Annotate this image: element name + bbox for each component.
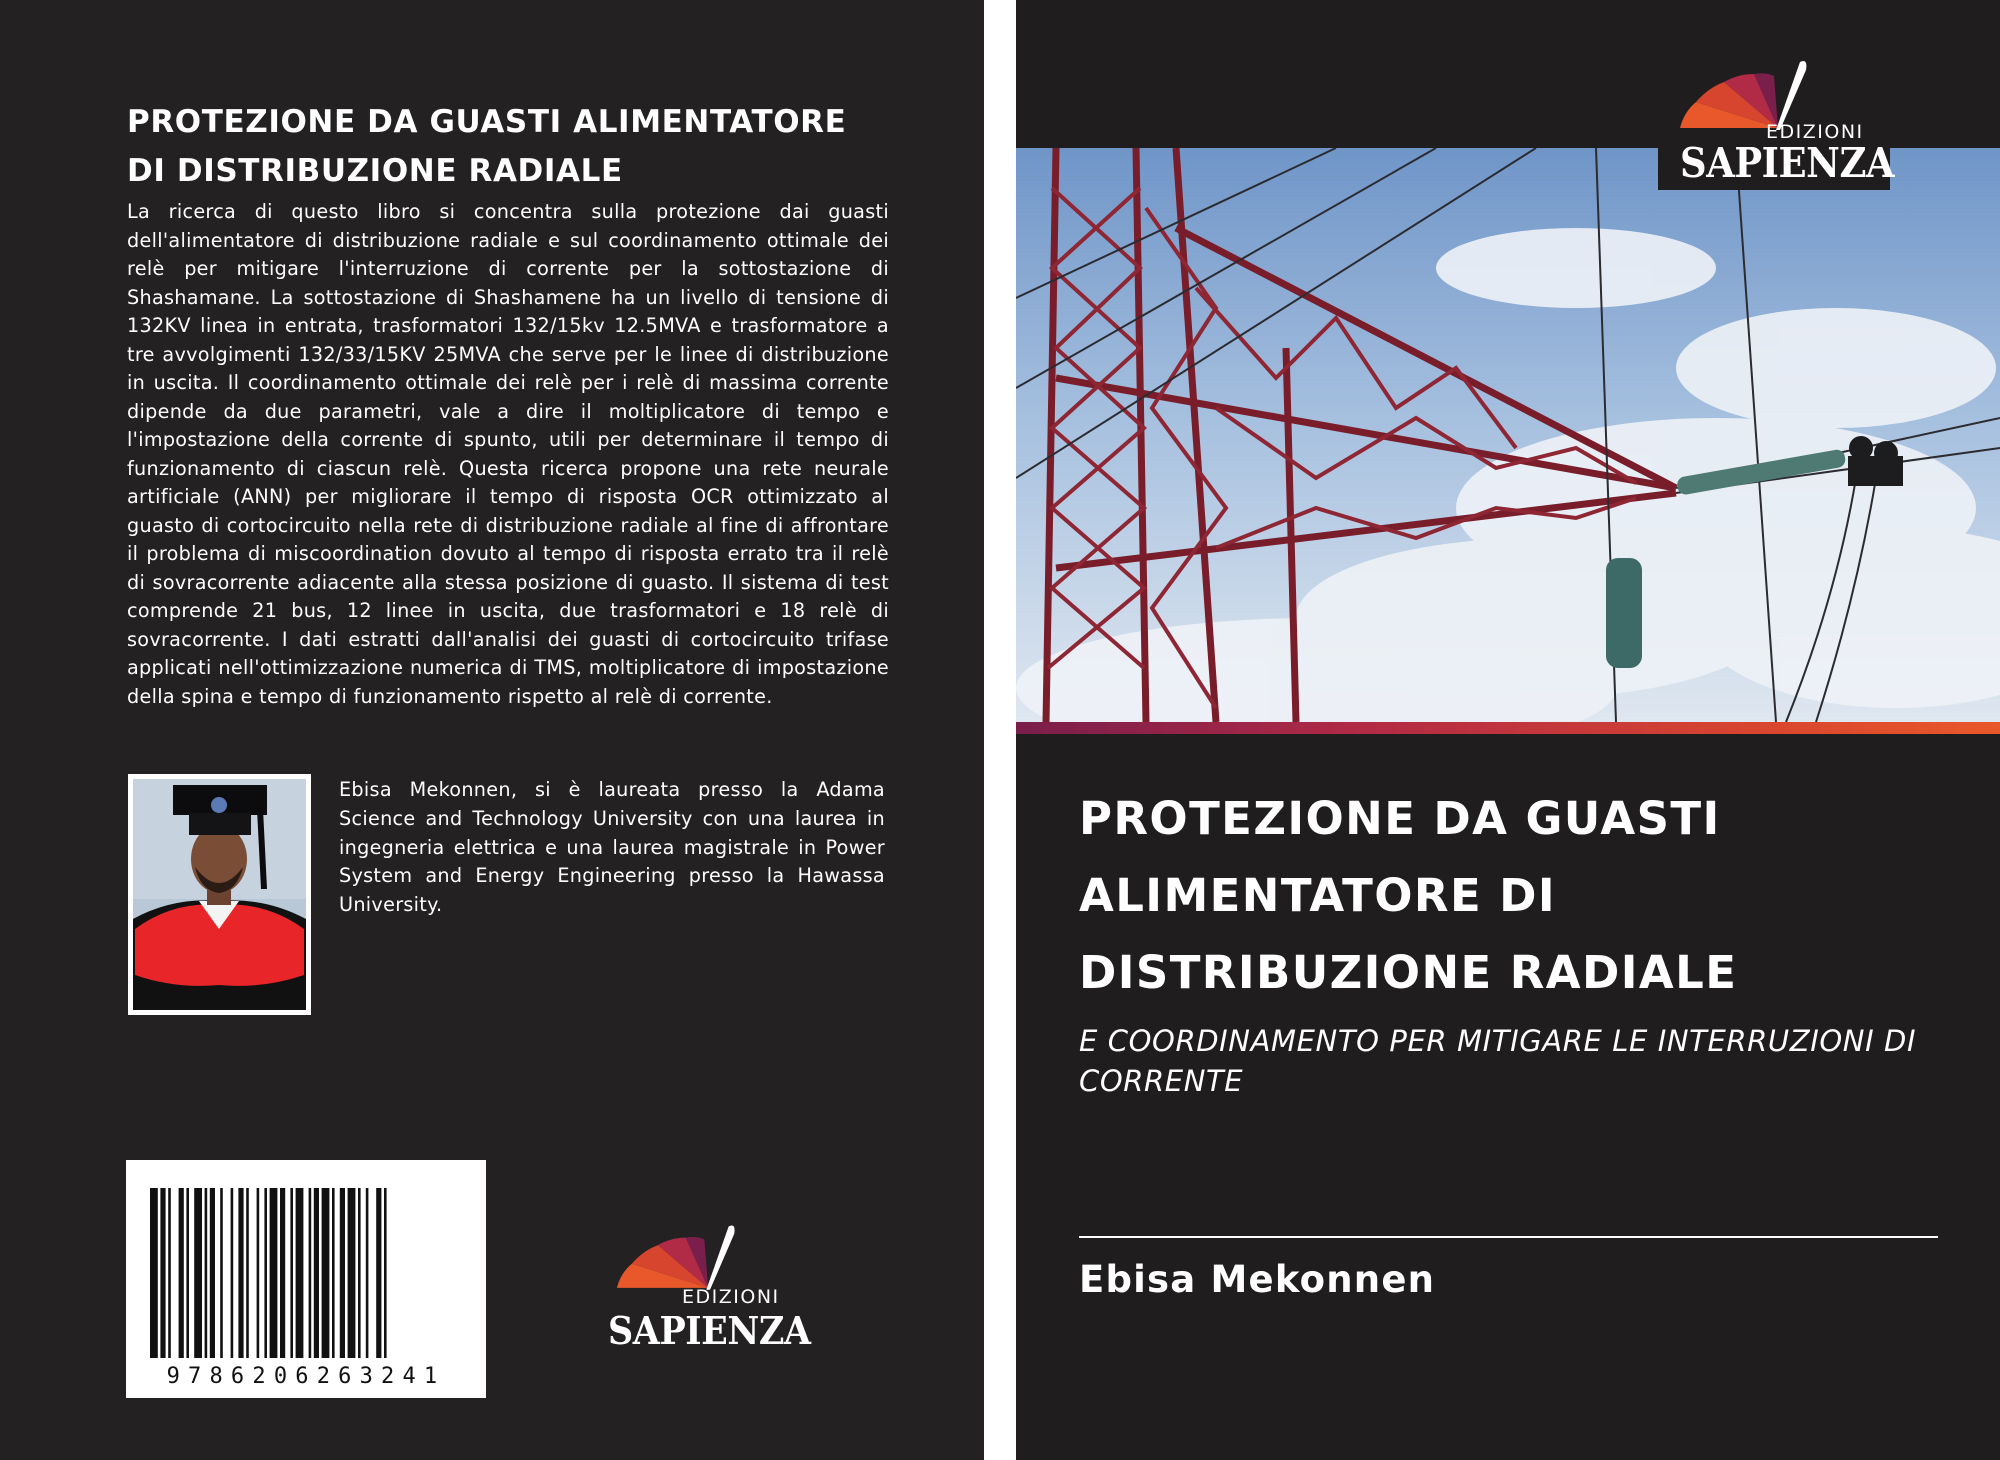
barcode-bar <box>150 1188 158 1358</box>
barcode-bar <box>309 1188 312 1358</box>
barcode-bar <box>376 1188 381 1358</box>
divider-line <box>1079 1236 1938 1238</box>
barcode-bar <box>280 1188 285 1358</box>
barcode-bar <box>246 1188 249 1358</box>
logo-imprint-text: EDIZIONI <box>1766 121 1864 143</box>
author-portrait-image <box>133 779 306 1010</box>
publisher-logo-front <box>1658 56 1895 190</box>
publisher-logo-back <box>602 1218 818 1356</box>
barcode-bar <box>348 1188 356 1358</box>
front-cover-author: Ebisa Mekonnen <box>1079 1258 1436 1301</box>
barcode-bar <box>358 1188 361 1358</box>
author-bio: Ebisa Mekonnen, si è laureata presso la Adama Science and Technology University con una laurea in ingegneria elettrica e una laurea magistrale in Power System and Energy Engineering presso la Hawassa University. <box>339 778 885 917</box>
isbn-barcode <box>126 1160 486 1398</box>
barcode-bar <box>231 1188 234 1358</box>
barcode-bar <box>384 1188 387 1358</box>
barcode-bar <box>366 1188 369 1358</box>
front-cover-subtitle: E COORDINAMENTO PER MITIGARE LE INTERRUZIONI DI CORRENTE <box>1079 1024 1917 1098</box>
logo-brand-text: SAPIENZA <box>1680 139 1895 187</box>
back-cover-blurb: La ricerca di questo libro si concentra sulla protezione dai guasti dell'alimentatore di distribuzione radiale e sul coordinamento ottimale dei relè per mitigare l'interruzione di corrente per la sottostazione di Shashamane. La sottostazione di Shashamene ha un livello di tensione di 132KV linea in entrata, trasformatori 132/15kv 12.5MVA e trasformatore a tre avvolgimenti 132/33/15KV 25MVA che serve per le linee di distribuzione in uscita. Il coordinamento ottimale dei relè per i relè di massima corrente dipende da due parametri, vale a dire il moltiplicatore di tempo e l'impostazione della corrente di spunto, utili per determinare il tempo di funzionamento di ciascun relè. Questa ricerca propone una rete neurale artificiale (ANN) per migliorare il tempo di risposta OCR ottimizzato al guasto di cortocircuito nella rete di distribuzione radiale al fine di affrontare il problema di miscoordination dovuto al tempo di risposta errato tra il relè di sovracorrente adiacente alla stessa posizione di guasto. Il sistema di test comprende 21 bus, 12 linee in uscita, due trasformatori e 18 relè di sovracorrente. I dati estratti dall'analisi dei guasti di cortocircuito trifase applicati nell'ottimizzazione numerica di TMS, moltiplicatore di impostazione della spina e tempo di funzionamento rispetto al relè di corrente. <box>127 200 889 708</box>
barcode-bar <box>238 1188 243 1358</box>
accent-bar <box>1016 722 2000 734</box>
barcode-bar <box>160 1188 165 1358</box>
cover-photo-power-tower <box>1016 148 2000 722</box>
barcode-bar <box>270 1188 278 1358</box>
isbn-digits: 9786206263241 <box>166 1364 446 1389</box>
barcode-bar <box>220 1188 223 1358</box>
barcode-bar <box>332 1188 335 1358</box>
logo-brand-text: SAPIENZA <box>608 1308 811 1353</box>
power-tower-image <box>1016 148 2000 722</box>
barcode-bar <box>210 1188 215 1358</box>
barcode-bar <box>314 1188 319 1358</box>
barcode-bar <box>186 1188 189 1358</box>
barcode-bar <box>322 1188 330 1358</box>
barcode-bar <box>179 1188 184 1358</box>
front-cover-title: PROTEZIONE DA GUASTI ALIMENTATORE DI DISTRIBUZIONE RADIALE <box>1079 792 1738 999</box>
barcode-bar <box>205 1188 208 1358</box>
barcode-bar <box>340 1188 345 1358</box>
logo-imprint-text: EDIZIONI <box>682 1286 780 1308</box>
author-photo <box>128 774 311 1015</box>
barcode-bar <box>257 1188 260 1358</box>
back-cover <box>0 0 984 1460</box>
barcode-bar <box>290 1188 293 1358</box>
back-cover-title: PROTEZIONE DA GUASTI ALIMENTATORE DI DISTRIBUZIONE RADIALE <box>127 104 847 189</box>
barcode-bar <box>168 1188 171 1358</box>
barcode-bar <box>194 1188 202 1358</box>
barcode-bar <box>264 1188 267 1358</box>
barcode-bar <box>296 1188 304 1358</box>
